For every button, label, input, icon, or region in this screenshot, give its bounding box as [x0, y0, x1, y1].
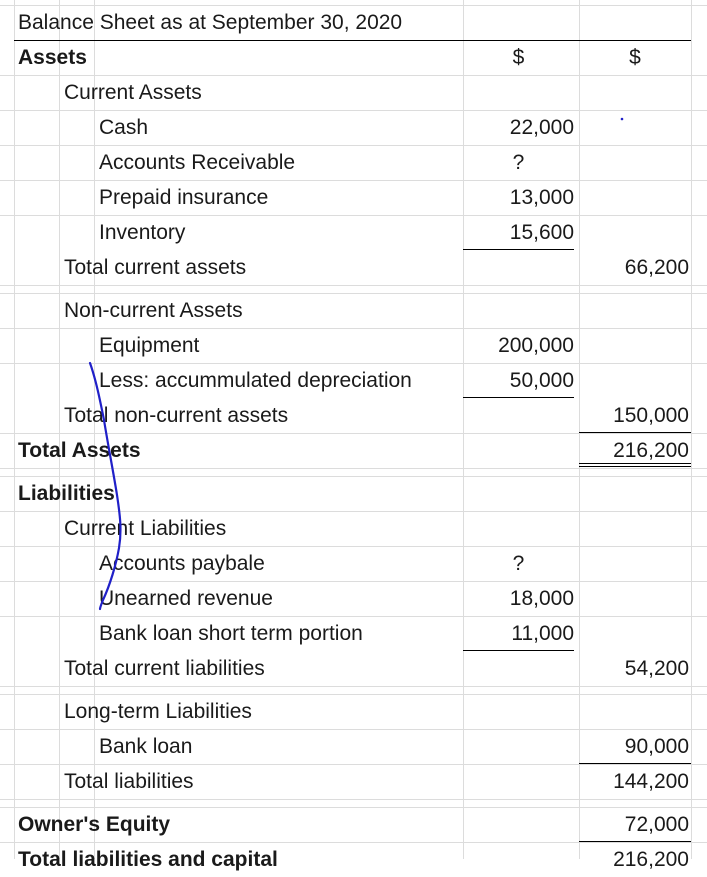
equipment-label: Equipment — [99, 334, 200, 357]
inventory-amount: 15,600 — [509, 221, 574, 244]
depreciation-label: Less: accummulated depreciation — [99, 369, 412, 392]
total-liab-capital-amount: 216,200 — [613, 848, 689, 871]
noncurrent-assets-heading: Non-current Assets — [64, 299, 243, 322]
total-current-assets-label: Total current assets — [64, 256, 247, 279]
cash-label: Cash — [99, 116, 149, 139]
grid-row-line — [0, 799, 707, 800]
grid-row-line — [0, 686, 707, 687]
total-liab-capital-label: Total liabilities and capital — [18, 848, 278, 871]
total-noncurrent-assets-amount: 150,000 — [613, 404, 689, 427]
current-liabilities-heading-row — [0, 511, 707, 546]
bank-short-label: Bank loan short term portion — [99, 622, 363, 645]
bank-short-row — [0, 616, 707, 651]
total-liabilities-amount: 144,200 — [613, 770, 689, 793]
prepaid-label: Prepaid insurance — [99, 186, 269, 209]
sheet-title: Balance Sheet as at September 30, 2020 — [18, 11, 403, 34]
equipment-row — [0, 328, 707, 363]
longterm-liabilities-heading: Long-term Liabilities — [64, 700, 252, 723]
liabilities-heading: Liabilities — [18, 482, 115, 505]
total-liab-capital-row — [0, 842, 707, 877]
ap-label: Accounts paybale — [99, 552, 265, 575]
noncurrent-assets-heading-row — [0, 293, 707, 328]
grid-row-line — [0, 468, 707, 469]
total-assets-label: Total Assets — [18, 439, 141, 462]
prepaid-row — [0, 180, 707, 215]
current-assets-heading: Current Assets — [64, 81, 202, 104]
equity-label: Owner's Equity — [18, 813, 171, 836]
ar-amount: ? — [512, 151, 525, 174]
equity-amount: 72,000 — [624, 813, 689, 836]
assets-heading: Assets — [18, 46, 87, 69]
currency-col-2: $ — [629, 46, 641, 69]
prepaid-amount: 13,000 — [509, 186, 574, 209]
unearned-row — [0, 581, 707, 616]
total-current-liabilities-label: Total current liabilities — [64, 657, 265, 680]
bank-loan-row — [0, 729, 707, 764]
total-liabilities-label: Total liabilities — [64, 770, 194, 793]
total-current-liabilities-row — [0, 651, 707, 686]
bank-loan-amount: 90,000 — [624, 735, 689, 758]
grid-row-line — [0, 285, 707, 286]
total-liabilities-row — [0, 764, 707, 799]
bank-loan-label: Bank loan — [99, 735, 193, 758]
ar-row — [0, 145, 707, 180]
unearned-label: Unearned revenue — [99, 587, 273, 610]
current-assets-heading-row — [0, 75, 707, 110]
title-row — [0, 5, 707, 40]
cash-amount: 22,000 — [509, 116, 574, 139]
bank-short-amount: 11,000 — [511, 622, 574, 645]
longterm-liabilities-heading-row — [0, 694, 707, 729]
total-noncurrent-assets-row — [0, 398, 707, 433]
depreciation-amount: 50,000 — [509, 369, 574, 392]
assets-header-row — [0, 40, 707, 75]
depreciation-row — [0, 363, 707, 398]
inventory-label: Inventory — [99, 221, 186, 244]
cash-row — [0, 110, 707, 145]
currency-col-1: $ — [512, 46, 525, 69]
unearned-amount: 18,000 — [509, 587, 574, 610]
equipment-amount: 200,000 — [498, 334, 574, 357]
ar-label: Accounts Receivable — [99, 151, 296, 174]
total-current-assets-amount: 66,200 — [624, 256, 689, 279]
liabilities-heading-row — [0, 476, 707, 511]
total-current-liabilities-amount: 54,200 — [624, 657, 689, 680]
equity-row — [0, 807, 707, 842]
double-underline — [579, 463, 691, 467]
total-noncurrent-assets-label: Total non-current assets — [64, 404, 289, 427]
total-assets-amount: 216,200 — [613, 439, 689, 462]
ap-amount: ? — [512, 552, 525, 575]
inventory-row — [0, 215, 707, 250]
ap-row — [0, 546, 707, 581]
current-liabilities-heading: Current Liabilities — [64, 517, 227, 540]
total-current-assets-row — [0, 250, 707, 285]
